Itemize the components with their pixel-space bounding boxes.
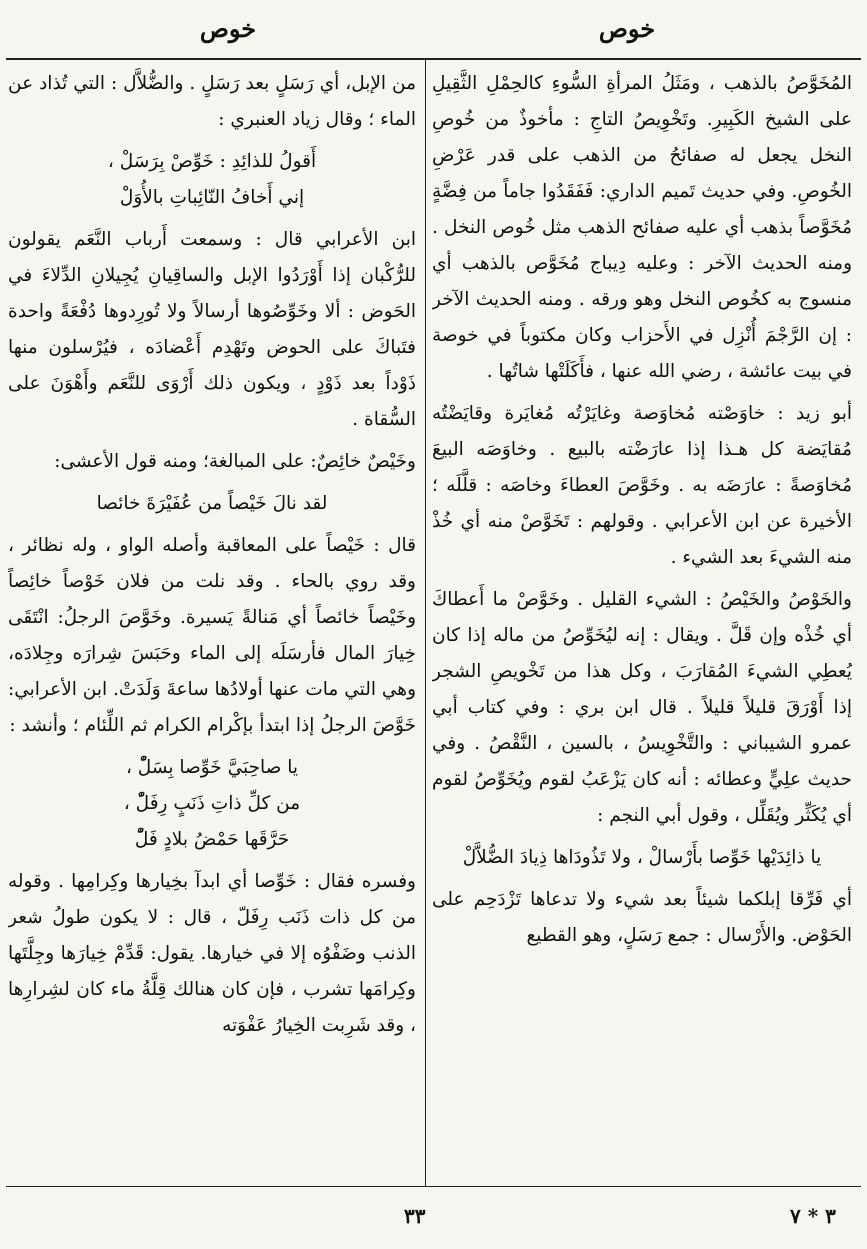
verse (8, 750, 416, 858)
paragraph: المُخَوَّصُ بالذهب ، ومَثَلُ المرأةِ السُّوءِ كالحِمْلِ الثَّقِيلِ على الشيخ الكَبِيرِ. وتَخْوِيصُ التاجِ : مأخوذٌ من خُوصِ النخل يجعل له صفائحُ من الذهب على قدر عَرْضِ الخُوصِ. وفي حديث تَميم الداري: فَفَقَدُوا جاماً من فِضَّةٍ مُخَوَّصاً بذهب أي عليه صفائح الذهب مثل خُوص النخل . ومنه الحديث الآخر : وعليه دِيباج مُخَوَّص بالذهب أي منسوج به كخُوص النخل وهو ورقه . ومنه الحديث الآخر : إن الرَّجْمَ أُنْزِل في الأَحزاب وكان مكتوباً في خوصة في بيت عائشة ، رضي الله عنها ، فأَكَلَتْها شاتُها . (432, 73, 852, 382)
running-header-left: خوص (199, 14, 257, 43)
left-column (8, 66, 416, 1178)
paragraph: أي فَرِّقا إبلكما شيئاً بعد شيء ولا تدعاها تَزْدَحِم على الحَوْض. والأَرْسال : جمع رَسَلٍ، وهو القطيع (432, 889, 852, 946)
running-header-right: خوص (598, 14, 656, 43)
verse (8, 144, 416, 216)
header-rule (6, 58, 861, 60)
verse-line: من كلِّ ذاتِ ذَنَبٍ رِفَلّْ ، (123, 793, 301, 814)
verse-line: حَرَّقَها حَمْضُ بلادٍ فَلّْ (134, 829, 290, 850)
paragraph: وخَيْصٌ خائِصٌ: على المبالغة؛ ومنه قول الأعشى: (54, 451, 416, 472)
paragraph: والخَوْصُ والخَيْصُ : الشيء القليل . وخَوَّصْ ما أَعطاكَ أي خُذْه وإن قَلَّ . ويقال : إنه ليُخَوِّصُ من ماله إذا كان يُعطِي الشيءَ المُقارَبَ ، وكل هذا من تَخْويصِ الشجر إذا أَوْرَقَ قليلاً قليلاً . قال ابن بري : وفي كتاب أبي عمرو الشيباني : والتَّخْوِيسُ ، بالسين ، النَّقْصُ . وفي حديث علِيٍّ وعطائه : أنه كان يَزْعَبُ لقوم ويُخَوِّصُ لقوم أي يُكَثِّر ويُقَلِّل ، وقول أبي النجم : (432, 589, 852, 826)
footer-rule (6, 1186, 861, 1187)
right-column (432, 66, 852, 1178)
signature-mark: ٣ * ٧ (790, 1204, 836, 1228)
paragraph: ابن الأعرابي قال : وسمعت أَرباب النَّعَم يقولون للرُّكْبان إذا أَوْرَدُوا الإبل والساقِيانِ يُجِيلانِ الدِّلاءَ في الحَوض : ألا وخَوِّصُوها أرسالاً ولا تُورِدوها دُفْعَةً واحدة فتَباكَ على الحوض وتَهْدِم أَعْضادَه ، فيُرْسلون منها ذَوْداً بعد ذَوْدٍ ، ويكون ذلك أَرْوَى للنَّعَم وأَهْوَنَ على السُّقاة . (8, 229, 416, 430)
verse: لقد نالَ خَيْصاً من عُفَيْرَةَ خائصا (96, 493, 328, 514)
verse-line: أَقولُ للذائِدِ : خَوِّصْ بِرَسَلْ ، (107, 151, 317, 172)
verse-line: يا صاحِبَيَّ خَوِّصا بِسَلّْ ، (125, 757, 299, 778)
paragraph: من الإبل، أي رَسَلٍ بعد رَسَلٍ . والضُّلاَّل : التي تُذاد عن الماء ؛ وقال زياد العنبري : (8, 73, 416, 130)
verse-line: إني أَخافُ النّائِباتِ بالأُوَلْ (119, 187, 305, 208)
verse: يا ذائِدَيْها خَوِّصا بأَرْسالْ ، ولا تَذُودَاها ذِيادَ الضُّلاَّلْ (462, 847, 822, 868)
paragraph: أبو زيد : خاوَصْته مُخاوَصة وغايَرْتُه مُغايَرة وقايَضْتُه مُقايَضة كل هـذا إذا عارَضْته بالبيع . وخاوَصَه البيعَ مُخاوَصةً : عارَضَه به . وخَوَّصَ العطاءَ وخاصَه : قلَّلَه ؛ الأخيرة عن ابن الأعرابي . وقولهم : تَخَوَّصْ منه أي خُذْ منه الشيءَ بعد الشيء . (432, 403, 852, 568)
paragraph: وفسره فقال : خَوِّصا أي ابدآ بخِيارها وكِرامِها . وقوله من كل ذات ذَنَب رِفَلّ ، قال : لا يكون طولُ شعر الذنب وضَفْوُه إلا في خيارها. يقول: قَدِّمْ خِيارَها وجِلَّتَها وكِرامَها تشرب ، فإن كان هنالك قِلَّةُ ماء كان لشِرارِها ، وقد شَرِبت الخِيارُ عَفْوَته (8, 871, 416, 1036)
paragraph: قال : خَيْصاً على المعاقبة وأصله الواو ، وله نظائر ، وقد روي بالحاء . وقد نلت من فلان خَوْصاً خائِصاً وخَيْصاً خائصاً أي مَنالةً يَسيرة. وخَوَّصَ الرجلُ: انْتَقَى خِيارَ المال فأرسَلَه إلى الماء وحَبَسَ شِرارَه وجِلادَه، وهي التي مات عنها أولادُها ساعةَ وَلَدَتْ. ابن الأعرابي: خَوَّصَ الرجلُ إذا ابتدأ بإكْرام الكرام ثم اللِّئام ؛ وأنشد : (8, 535, 416, 736)
column-divider (425, 60, 426, 1186)
page-number: ٣٣ (404, 1204, 426, 1228)
